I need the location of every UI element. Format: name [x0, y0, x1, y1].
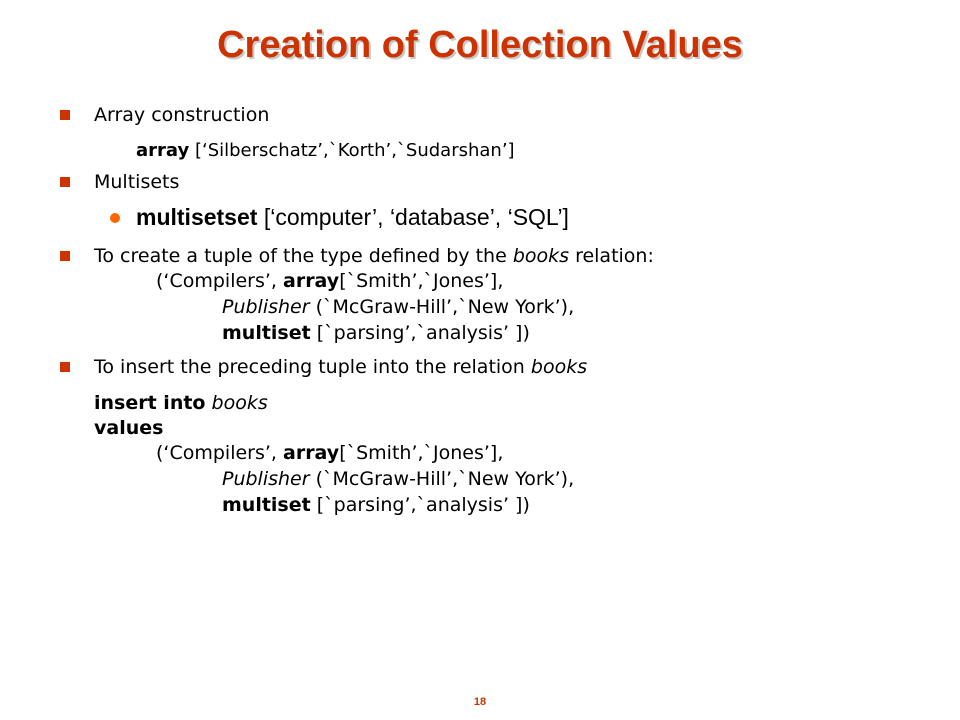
insert-tuple-array-args: [`Smith’,`Jones’], — [339, 442, 504, 464]
tuple-line-1 — [156, 269, 503, 293]
square-bullet-icon — [60, 110, 70, 120]
array-args: [‘Silberschatz’,`Korth’,`Sudarshan’] — [189, 140, 515, 161]
multisets-heading: Multisets — [94, 171, 180, 193]
tuple-heading — [94, 244, 654, 268]
tuple-heading-suffix: relation: — [569, 245, 654, 267]
insert-tuple-line-3 — [222, 493, 530, 517]
insert-tuple-publisher-args: (`McGraw-Hill’,`New York’), — [309, 468, 575, 490]
insert-tuple-multiset-args: [`parsing’,`analysis’ ]) — [310, 494, 530, 516]
values-keyword: values — [94, 417, 164, 439]
slide-title: Creation of Collection Values — [217, 24, 743, 66]
insert-heading-relation: books — [530, 356, 588, 378]
square-bullet-icon — [60, 177, 70, 187]
round-bullet-icon — [110, 213, 120, 223]
multiset-keyword: multisetset — [136, 204, 258, 230]
tuple-publisher-keyword: Publisher — [222, 296, 310, 318]
insert-tuple-array-keyword: array — [283, 442, 340, 464]
tuple-array-keyword: array — [283, 270, 340, 292]
tuple-multiset-keyword: multiset — [222, 322, 311, 344]
page-number: 18 — [473, 696, 487, 708]
insert-tuple-line-2 — [222, 467, 574, 491]
tuple-heading-text: To create a tuple of the type defined by the — [94, 245, 513, 267]
tuple-array-args: [`Smith’,`Jones’], — [339, 270, 504, 292]
array-keyword: array — [136, 140, 190, 161]
tuple-publisher-args: (`McGraw-Hill’,`New York’), — [309, 296, 575, 318]
insert-tuple-open: (‘Compilers’, — [156, 442, 283, 464]
insert-heading — [94, 355, 587, 379]
insert-into-keyword: insert into — [94, 392, 206, 414]
square-bullet-icon — [60, 251, 70, 261]
insert-tuple-publisher-keyword: Publisher — [222, 468, 310, 490]
insert-tuple-multiset-keyword: multiset — [222, 494, 311, 516]
tuple-line-3 — [222, 321, 530, 345]
insert-line-1 — [94, 391, 268, 415]
multiset-example — [136, 203, 569, 231]
tuple-open: (‘Compilers’, — [156, 270, 283, 292]
multiset-args: [‘computer’, ‘database’, ‘SQL’] — [257, 204, 569, 230]
tuple-heading-relation: books — [512, 245, 570, 267]
square-bullet-icon — [60, 362, 70, 372]
tuple-line-2 — [222, 295, 574, 319]
insert-line-2 — [94, 416, 163, 440]
insert-heading-text: To insert the preceding tuple into the relation — [94, 356, 531, 378]
array-heading: Array construction — [94, 104, 270, 126]
insert-relation: books — [211, 392, 268, 414]
tuple-multiset-args: [`parsing’,`analysis’ ]) — [310, 322, 530, 344]
array-example — [136, 139, 515, 163]
insert-tuple-line-1 — [156, 441, 503, 465]
